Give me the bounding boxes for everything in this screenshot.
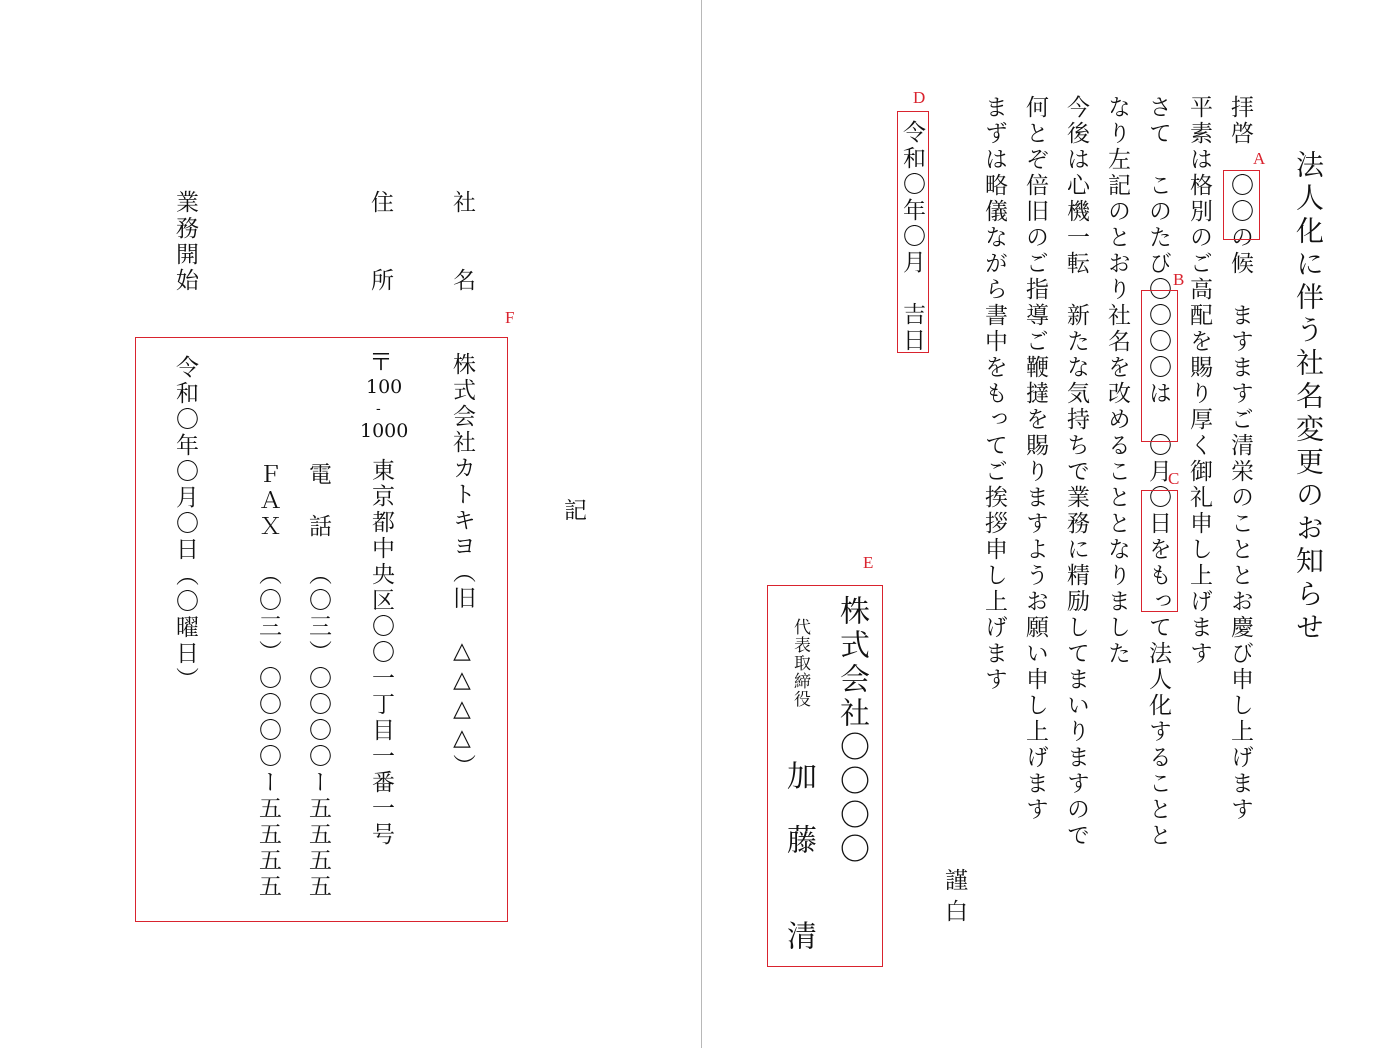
marker-label-c: C	[1168, 469, 1180, 488]
start-value: 令和〇年〇月〇日（〇曜日）	[172, 355, 198, 693]
letter-line-4: なり左記のとおり社名を改めることとなりました	[1104, 95, 1130, 667]
letter-title: 法人化に伴う社名変更のお知らせ	[1292, 150, 1325, 645]
marker-label-b: B	[1173, 270, 1185, 289]
postal-mark: 〒	[369, 348, 393, 376]
marker-box-f	[135, 337, 508, 922]
marker-label-f: F	[505, 308, 515, 327]
closing-kinpaku: 謹白	[941, 868, 967, 930]
marker-box-d	[897, 111, 929, 353]
letter-line-6: 何とぞ倍旧のご指導ご鞭撻を賜りますようお願い申し上げます	[1022, 95, 1048, 823]
fax-value: （〇三）〇〇〇〇ー五五五五	[255, 562, 281, 900]
marker-label-d: D	[913, 88, 926, 107]
address-value: 東京都中央区〇〇一丁目一番一号	[368, 458, 394, 848]
sender-name: 加 藤 清	[781, 760, 816, 952]
sender-company: 株式会社〇〇〇〇	[834, 595, 869, 867]
letter-line-3: さて このたび〇〇〇〇は 〇月〇日をもって法人化することと	[1145, 95, 1171, 849]
marker-box-b	[1141, 290, 1178, 442]
fax-label: ＦＡＸ	[255, 462, 281, 540]
marker-box-e	[767, 585, 883, 967]
marker-box-a	[1223, 170, 1260, 240]
marker-box-c	[1141, 490, 1178, 612]
company-name-label: 社 名	[449, 190, 475, 294]
page-divider	[701, 0, 702, 1048]
sender-title: 代表取締役	[790, 618, 810, 708]
address-label: 住 所	[367, 190, 393, 294]
postal-code-2: 1000	[360, 420, 409, 442]
annex-heading: 記	[560, 498, 586, 524]
letter-line-2: 平素は格別のご高配を賜り厚く御礼申し上げます	[1186, 95, 1212, 667]
company-name-value: 株式会社カトキヨ（旧 △△△△）	[449, 352, 475, 780]
marker-label-e: E	[863, 553, 874, 572]
letter-date: 令和〇年〇月 吉日	[899, 120, 925, 354]
postal-code-separator: -	[376, 401, 381, 417]
tel-label: 電 話	[305, 462, 331, 540]
start-label: 業務開始	[172, 190, 198, 294]
tel-value: （〇三）〇〇〇〇ー五五五五	[305, 562, 331, 900]
letter-line-1: 拝啓 〇〇の候 ますますご清栄のこととお慶び申し上げます	[1227, 95, 1253, 823]
postal-code-1: 100	[366, 376, 403, 398]
letter-line-7: まずは略儀ながら書中をもってご挨拶申し上げます	[981, 95, 1007, 693]
letter-line-5: 今後は心機一転 新たな気持ちで業務に精励してまいりますので	[1063, 95, 1089, 849]
marker-label-a: A	[1253, 149, 1266, 168]
